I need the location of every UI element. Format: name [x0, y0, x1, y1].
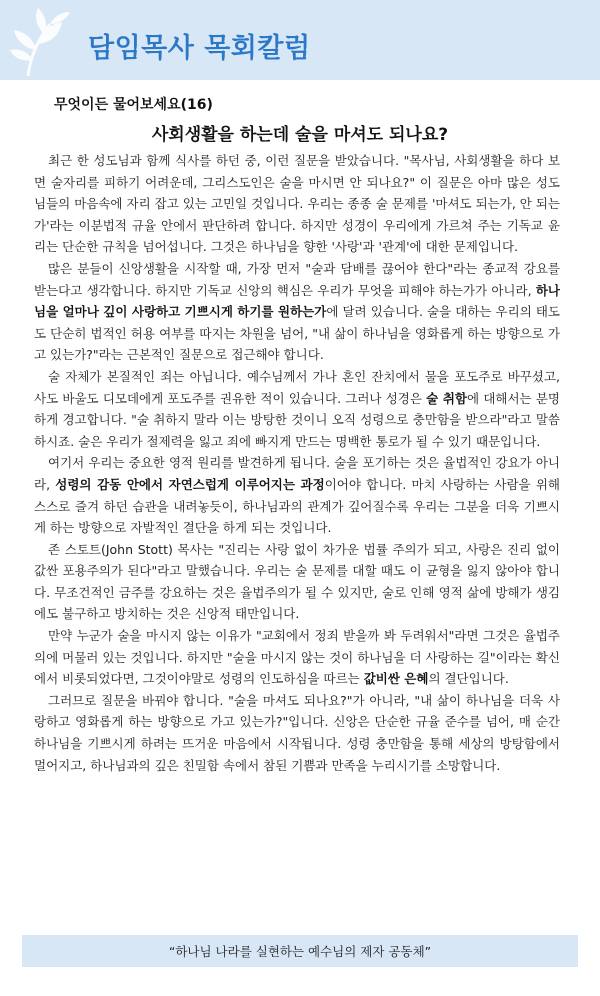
emphasis-text: 값비싼 은혜: [363, 671, 429, 687]
article-paragraph: [34, 452, 560, 538]
emphasis-text: 술 취함: [426, 390, 468, 406]
paragraph-text: 존 스토트(John Stott) 목사는 "진리는 사랑 없이 차가운 법률 주의가 되고, 사랑은 진리 없이 값싼 포용주의가 된다"라고 말했습니다. 우리는 술 문제를 대할 때도 이 균형을 잃지 않아야 합니다. 무조건적인 금주를 강요하는 것은 율법주의가 될 수 있지만, 술로 인해 영적 삶에 방해가 생김에도 불구하고 방치하는 것은 신앙적 태만입니다.: [34, 541, 560, 622]
column-title: 담임목사 목회칼럼: [88, 33, 311, 64]
article-paragraph: [34, 366, 560, 452]
footer-banner: [22, 935, 578, 967]
paragraph-text: 에 대해서는 분명하게 경고합니다. "술 취하지 말라 이는 방탕한 것이니 오직 성령으로 충만함을 받으라"라고 말씀하시죠. 술은 우리가 절제력을 잃고 죄에 빠지게 만드는 명백한 통로가 될 수 있기 때문입니다.: [34, 390, 560, 449]
article-paragraph: [34, 258, 560, 366]
article-body: [34, 150, 560, 776]
leaf-branch-icon: [6, 4, 80, 78]
paragraph-text: 이어야 합니다. 마치 사랑하는 사람을 위해 스스로 즐겨 하던 습관을 내려놓듯이, 하나님과의 관계가 깊어질수록 우리는 그분을 더욱 기쁘시게 하는 방향으로 자발적인 결단을 하게 되는 것입니다.: [34, 476, 560, 536]
column-header: [0, 0, 600, 80]
article-paragraph: [34, 539, 560, 625]
paragraph-text: 의 결단입니다.: [428, 671, 509, 687]
article-title: 사회생활을 하는데 술을 마셔도 되나요?: [151, 125, 449, 145]
paragraph-text: 최근 한 성도님과 함께 식사를 하던 중, 이런 질문을 받았습니다. "목사님, 사회생활을 하다 보면 술자리를 피하기 어려운데, 그리스도인은 술을 마시면 안 되나요?" 이 질문은 아마 많은 성도님들의 마음속에 자리 잡고 있는 고민일 것입니다. 우리는 종종 술 문제를 '마셔도 되는가, 안 되는가'라는 이분법적 규율 안에서 판단하려 합니다. 하지만 성경이 우리에게 가르쳐 주는 기독교 윤리는 단순한 규칙을 넘어섭니다. 그것은 하나님을 향한 '사랑'과 '관계'에 대한 문제입니다.: [34, 153, 560, 255]
paragraph-text: 만약 누군가 술을 마시지 않는 이유가 "교회에서 정죄 받을까 봐 두려워서"라면 그것은 율법주의에 머물러 있는 것입니다. 하지만 "술을 마시지 않는 것이 하나님을 더 사랑하는 길"이라는 확신에서 비롯되었다면, 그것이야말로 성령의 인도하심을 따르는: [34, 628, 560, 687]
church-motto: “하나님 나라를 실현하는 예수님의 제자 공동체”: [168, 944, 432, 959]
article-paragraph: [34, 625, 560, 690]
paragraph-text: 에 달려 있습니다. 술을 대하는 우리의 태도도 단순히 법적인 허용 여부를 따지는 차원을 넘어, "내 삶이 하나님을 영화롭게 하는 방향으로 가고 있는가?"라는 근본적인 질문으로 접근해야 합니다.: [34, 304, 561, 363]
emphasis-text: 성령의 감동 안에서 자연스럽게 이루어지는 과정: [55, 476, 325, 492]
article-paragraph: [34, 150, 560, 258]
paragraph-text: 술 자체가 본질적인 죄는 아닙니다. 예수님께서 가나 혼인 잔치에서 물을 포도주로 바꾸셨고, 사도 바울도 디모데에게 포도주를 권유한 적이 있습니다. 그러나 성경은: [34, 368, 560, 406]
series-label: 무엇이든 물어보세요(16): [54, 97, 213, 113]
article-paragraph: [34, 690, 560, 776]
paragraph-text: 여기서 우리는 중요한 영적 원리를 발견하게 됩니다. 술을 포기하는 것은 율법적인 강요가 아니라,: [34, 455, 560, 492]
emphasis-text: 하나님을 얼마나 깊이 사랑하고 기쁘시게 하기를 원하는가: [34, 282, 560, 320]
paragraph-text: 그러므로 질문을 바꿔야 합니다. "술을 마셔도 되나요?"가 아니라, "내 삶이 하나님을 더욱 사랑하고 영화롭게 하는 방향으로 가고 있는가?"입니다. 신앙은 단순한 규율 준수를 넘어, 매 순간 하나님을 기쁘시게 하려는 뜨거운 마음에서 시작됩니다. 성령 충만함을 통해 세상의 방탕함에서 멀어지고, 하나님과의 깊은 친밀함 속에서 참된 기쁨과 만족을 누리시기를 소망합니다.: [34, 692, 560, 773]
paragraph-text: 많은 분들이 신앙생활을 시작할 때, 가장 먼저 "술과 담배를 끊어야 한다"라는 종교적 강요를 받는다고 생각합니다. 하지만 기독교 신앙의 핵심은 우리가 무엇을 피해야 하는가가 아니라,: [34, 260, 560, 298]
